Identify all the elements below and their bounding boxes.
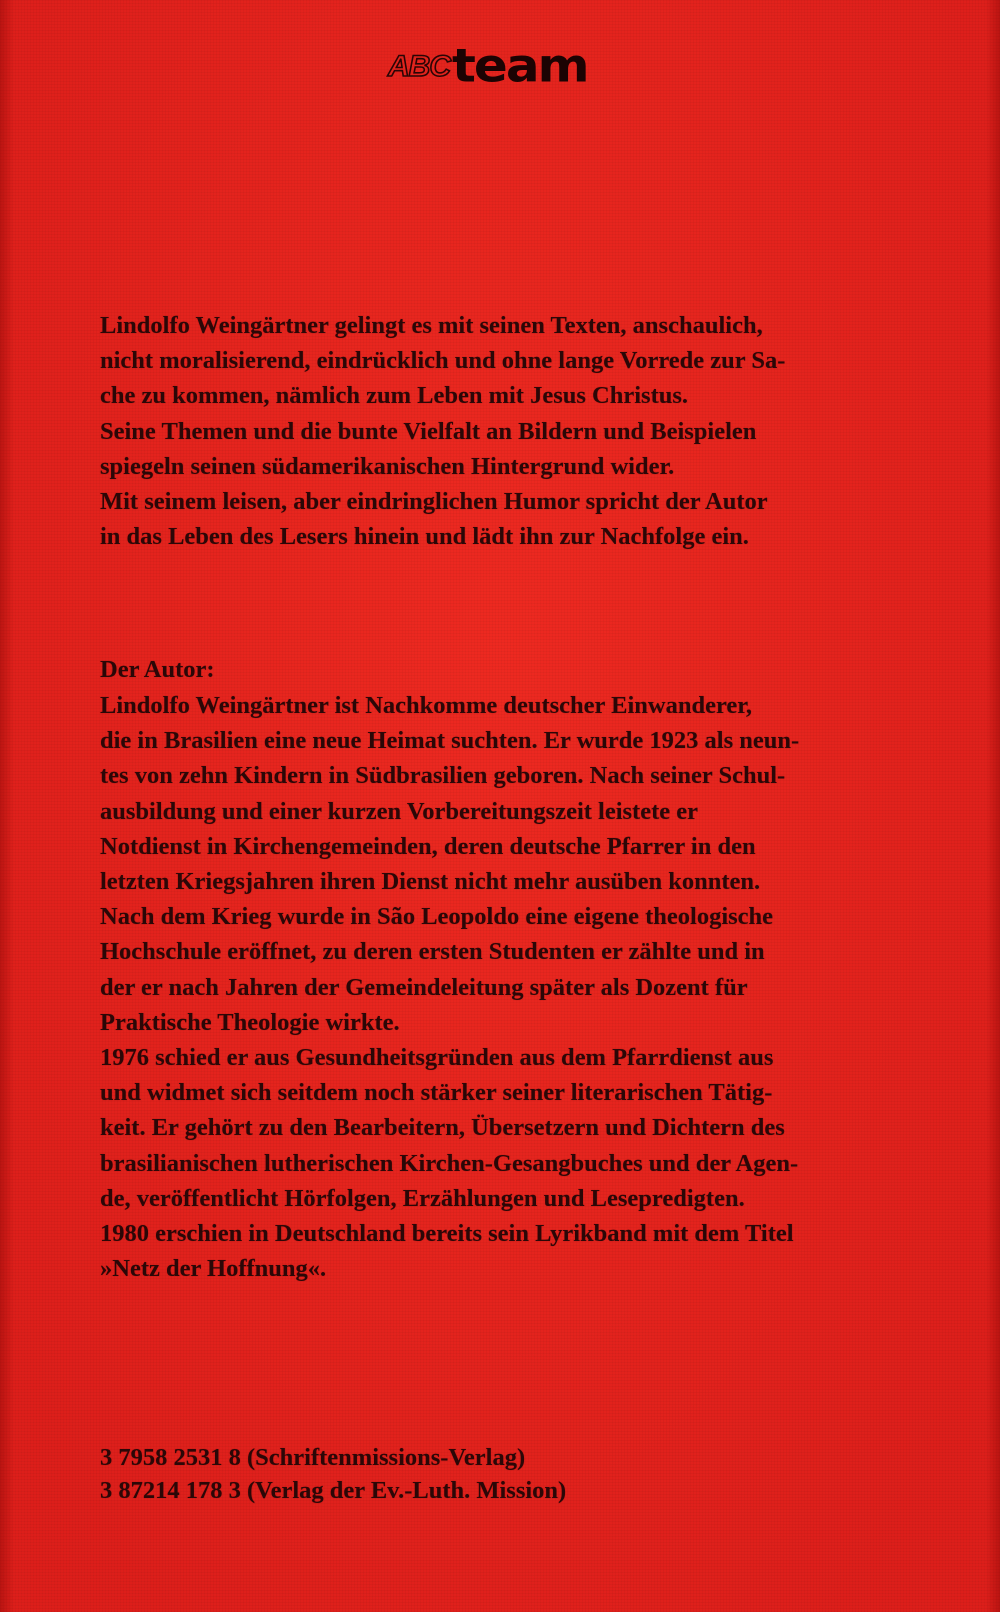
bio-line: die in Brasilien eine neue Heimat suchten. Er wurde 1923 als neun-: [100, 727, 800, 755]
bio-line: 1976 schied er aus Gesundheitsgründen aus dem Pfarrdienst aus: [100, 1044, 774, 1072]
intro-line: che zu kommen, nämlich zum Leben mit Jesus Christus.: [100, 382, 689, 410]
cover-left-edge: [0, 0, 14, 1612]
bio-line: Nach dem Krieg wurde in São Leopoldo eine eigene theologische: [100, 903, 774, 931]
logo-prefix: ABC: [388, 50, 450, 83]
bio-line: »Netz der Hoffnung«.: [100, 1255, 327, 1283]
bio-line: Hochschule eröffnet, zu deren ersten Studenten er zählte und in: [100, 938, 765, 966]
cover-right-edge: [986, 0, 1000, 1612]
publisher-logo: [388, 36, 588, 93]
bio-line: Praktische Theologie wirkte.: [100, 1008, 400, 1036]
intro-line: Lindolfo Weingärtner gelingt es mit seinen Texten, anschaulich,: [100, 312, 763, 339]
bio-line: brasilianischen lutherischen Kirchen-Gesangbuches und der Agen-: [100, 1149, 799, 1177]
bio-line: Notdienst in Kirchengemeinden, deren deutsche Pfarrer in den: [100, 832, 756, 860]
bio-line: de, veröffentlicht Hörfolgen, Erzählungen und Lesepredigten.: [100, 1184, 745, 1212]
bio-line: tes von zehn Kindern in Südbrasilien geboren. Nach seiner Schul-: [100, 762, 786, 790]
bio-line: und widmet sich seitdem noch stärker seiner literarischen Tätig-: [100, 1079, 773, 1107]
isbn-line: 3 7958 2531 8 (Schriftenmissions-Verlag): [100, 1444, 526, 1471]
intro-paragraph: [100, 308, 907, 554]
author-heading: Der Autor:: [100, 656, 215, 683]
intro-line: Seine Themen und die bunte Vielfalt an Bildern und Beispielen: [100, 417, 757, 445]
bio-line: letzten Kriegsjahren ihren Dienst nicht mehr ausüben konnten.: [100, 868, 761, 896]
bio-line: ausbildung und einer kurzen Vorbereitungszeit leistete er: [100, 797, 699, 825]
bio-line: 1980 erschien in Deutschland bereits sein Lyrikband mit dem Titel: [100, 1220, 794, 1248]
intro-line: nicht moralisierend, eindrücklich und ohne lange Vorrede zur Sa-: [100, 347, 786, 375]
intro-line: Mit seinem leisen, aber eindringlichen Humor spricht der Autor: [100, 488, 768, 516]
author-biography: [100, 688, 907, 1286]
logo-name: team: [452, 39, 588, 93]
bio-line: keit. Er gehört zu den Bearbeitern, Übersetzern und Dichtern des: [100, 1114, 785, 1142]
bio-line: Lindolfo Weingärtner ist Nachkomme deutscher Einwanderer,: [100, 692, 753, 719]
intro-line: spiegeln seinen südamerikanischen Hintergrund wider.: [100, 452, 675, 480]
isbn-block: [100, 1441, 907, 1507]
intro-line: in das Leben des Lesers hinein und lädt ihn zur Nachfolge ein.: [100, 523, 749, 551]
isbn-line: 3 87214 178 3 (Verlag der Ev.-Luth. Mission): [100, 1477, 567, 1504]
bio-line: der er nach Jahren der Gemeindeleitung später als Dozent für: [100, 973, 748, 1001]
